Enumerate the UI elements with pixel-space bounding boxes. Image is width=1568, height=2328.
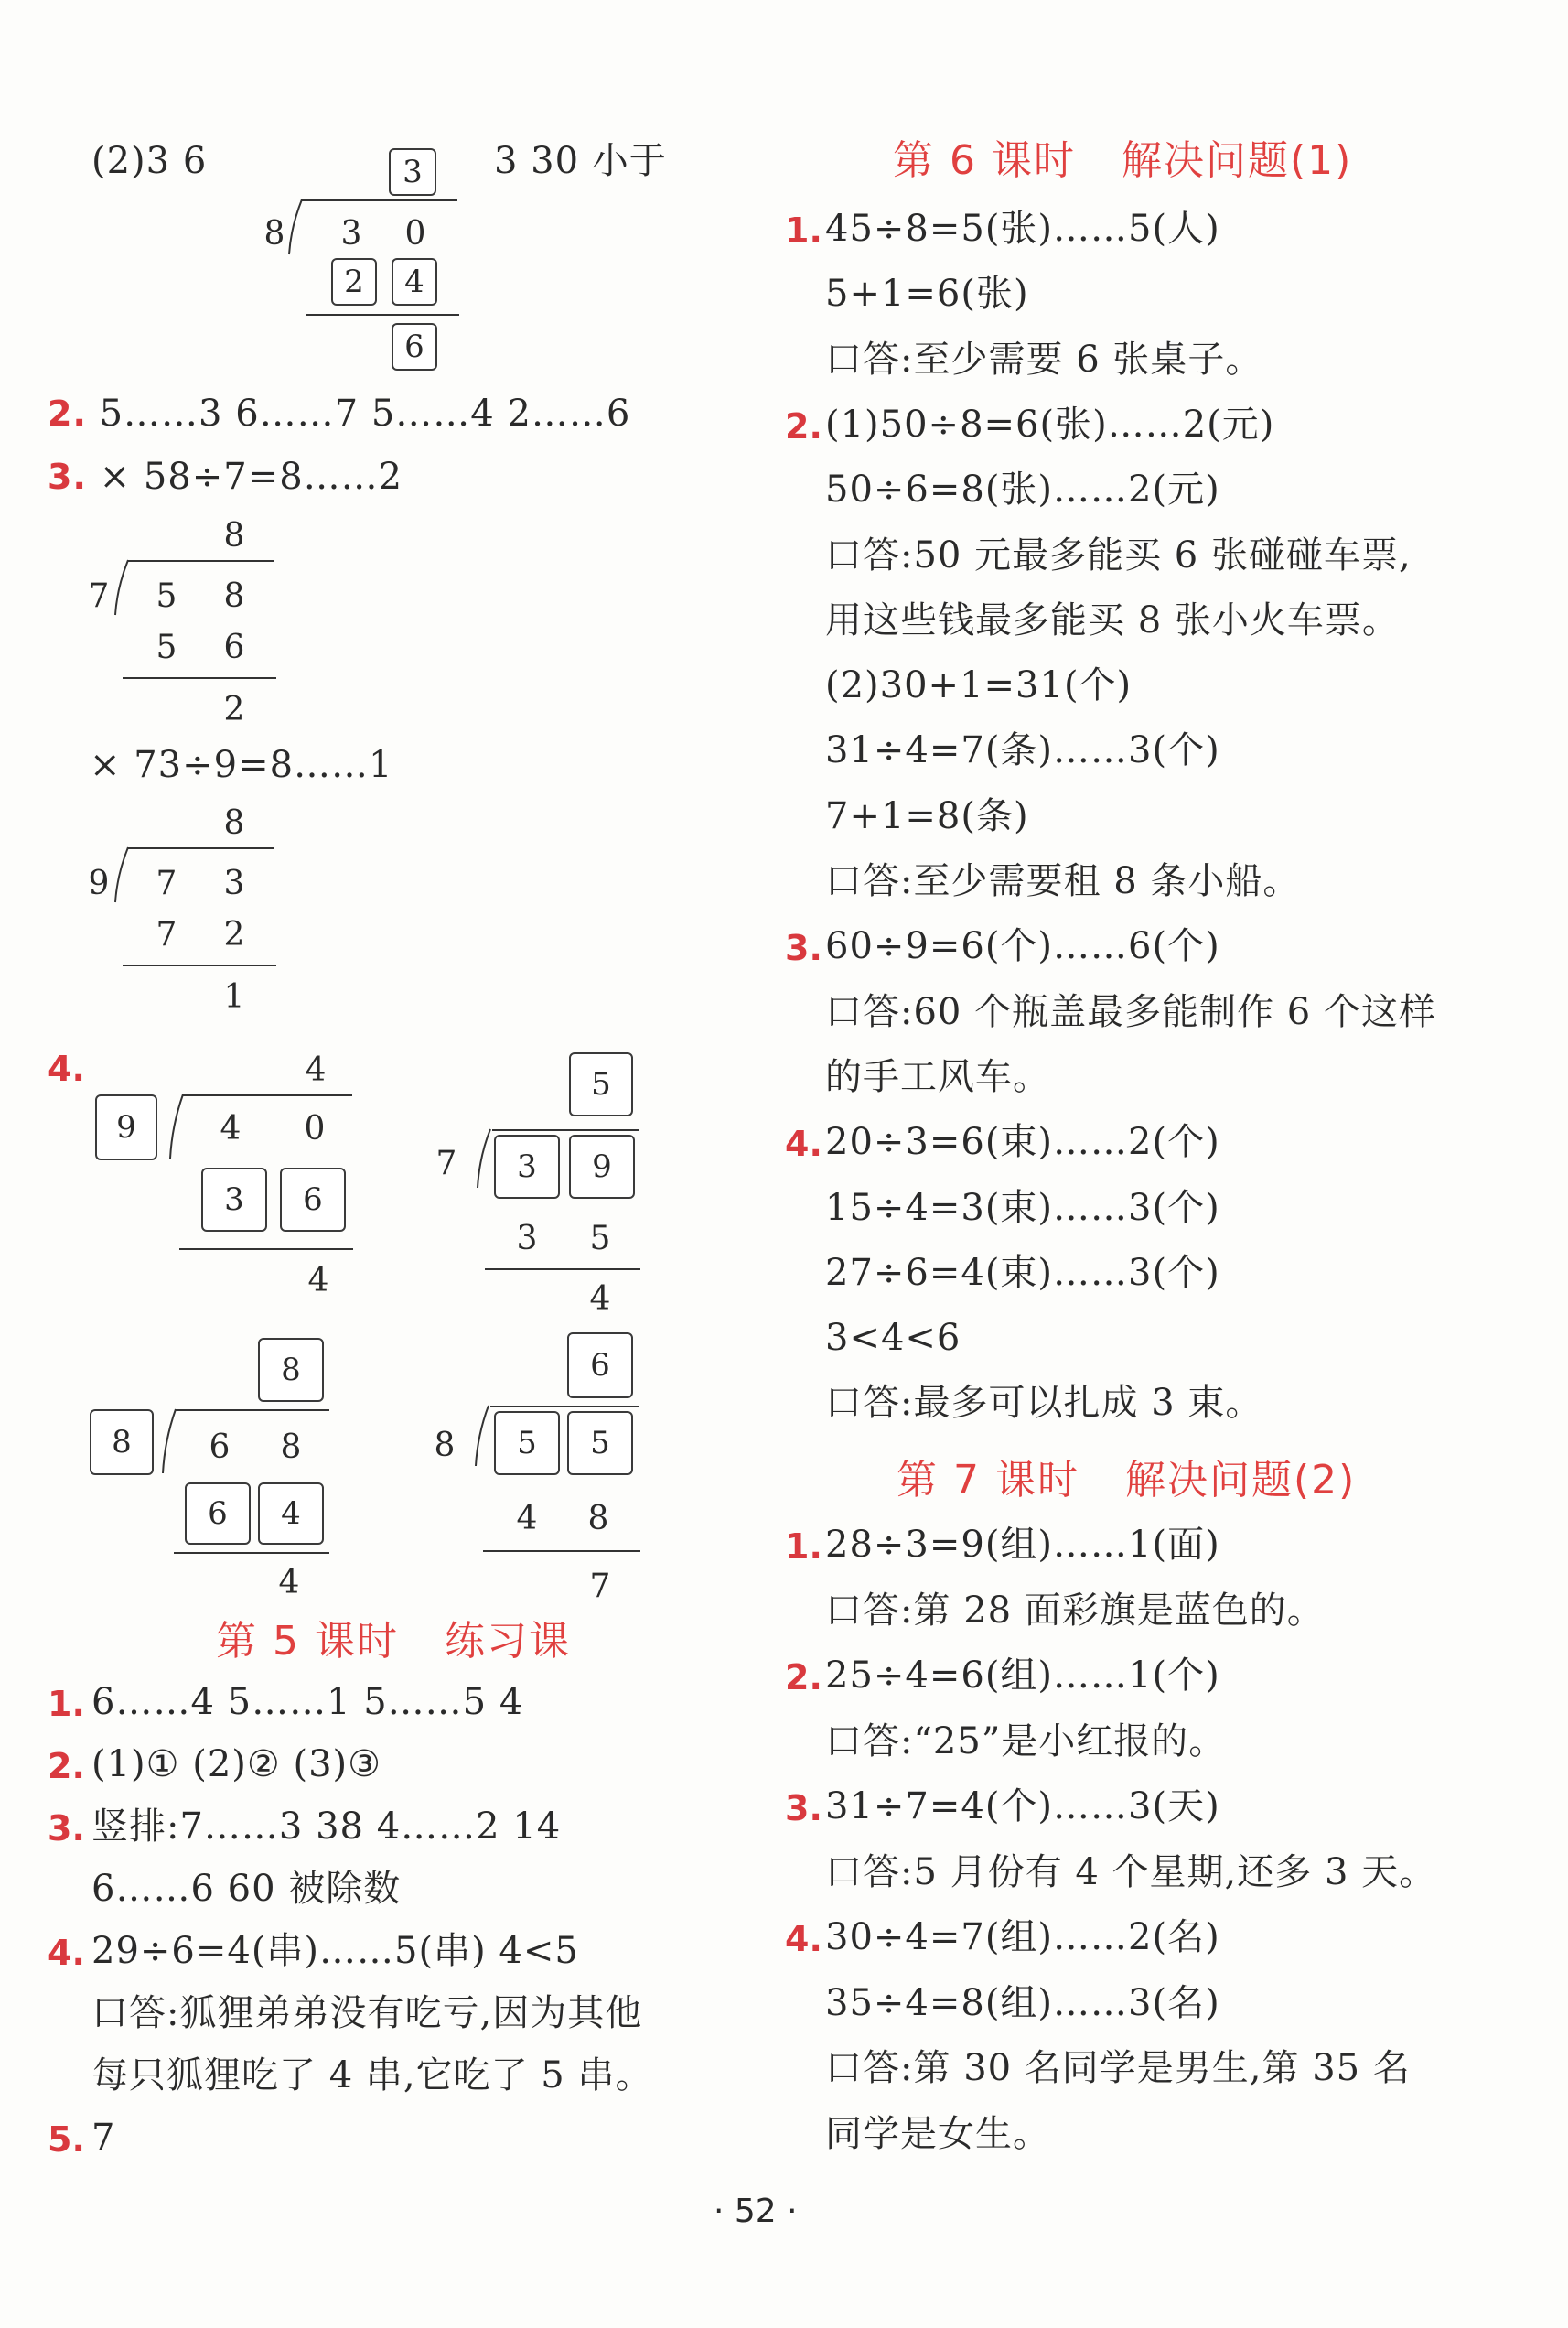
answer-line: 50÷6=8(张)……2(元) <box>825 469 1220 512</box>
answer-box: 3 <box>389 148 436 196</box>
answer-line: 同学是女生。 <box>825 2112 1050 2155</box>
answer-line: 口答:60 个瓶盖最多能制作 6 个这样 <box>825 990 1436 1033</box>
item2-top-text: (2)3 6 <box>91 140 208 182</box>
answer-box: 8 <box>258 1338 324 1402</box>
answer-box: 4 <box>258 1482 324 1545</box>
dividend-digit: 3 <box>340 215 362 253</box>
answer-box: 9 <box>569 1135 635 1199</box>
product-digit: 5 <box>156 629 177 666</box>
dividend-digit: 6 <box>209 1428 231 1466</box>
answer-line: 28÷3=9(组)……1(面) <box>825 1524 1220 1566</box>
answer-line: 口答:50 元最多能买 6 张碰碰车票, <box>825 534 1412 577</box>
divisor: 8 <box>434 1427 456 1464</box>
question-4-number: 4. <box>48 1049 85 1089</box>
answer-box: 5 <box>569 1052 633 1116</box>
answer-line: 7 <box>91 2117 116 2159</box>
quotient: 8 <box>223 804 245 842</box>
question-2: 2. 5……3 6……7 5……4 2……6 <box>48 393 631 435</box>
answer-line: (2)30+1=31(个) <box>825 664 1133 707</box>
question-number: 2. <box>785 405 822 447</box>
product-digit: 5 <box>589 1220 611 1257</box>
answer-line: 35÷4=8(组)……3(名) <box>825 1981 1220 2024</box>
remainder: 7 <box>589 1568 611 1605</box>
lesson-6-heading: 第 6 课时 解决问题(1) <box>893 137 1353 184</box>
answer-line: 竖排:7……3 38 4……2 14 <box>91 1805 562 1848</box>
answer-line: 用这些钱最多能买 8 张小火车票。 <box>825 598 1400 641</box>
answer-line: 31÷7=4(个)……3(天) <box>825 1785 1220 1827</box>
answer-line: 6……6 60 被除数 <box>91 1868 402 1910</box>
answer-box: 3 <box>201 1168 267 1232</box>
dividend-digit: 0 <box>304 1110 326 1148</box>
answer-line: 的手工风车。 <box>825 1055 1050 1098</box>
answer-box: 5 <box>567 1411 633 1475</box>
answer-line: (1)① (2)② (3)③ <box>91 1743 381 1785</box>
answer-line: 60÷9=6(个)……6(个) <box>825 925 1220 968</box>
divisor: 7 <box>435 1145 457 1182</box>
answer-line: 口答:狐狸弟弟没有吃亏,因为其他 <box>91 1992 643 2034</box>
dividend-digit: 5 <box>156 577 177 615</box>
dividend-digit: 8 <box>280 1428 302 1466</box>
remainder: 4 <box>589 1280 611 1318</box>
answer-line: 口答:5 月份有 4 个星期,还多 3 天。 <box>825 1850 1437 1893</box>
question-number: 3. <box>785 1788 822 1828</box>
product-digit: 3 <box>516 1220 538 1257</box>
question-number: 1. <box>785 210 822 251</box>
answer-line: 口答:“25”是小红报的。 <box>825 1719 1227 1762</box>
answer-box: 6 <box>567 1332 633 1398</box>
question-number: 4. <box>48 1933 85 1973</box>
answer-box: 6 <box>185 1482 251 1545</box>
answer-line: (1)50÷8=6(张)……2(元) <box>825 403 1275 446</box>
answer-line: 3<4<6 <box>825 1317 961 1360</box>
answer-line: 45÷8=5(张)……5(人) <box>825 208 1220 250</box>
quotient: 4 <box>305 1051 327 1089</box>
dividend-digit: 0 <box>404 215 426 253</box>
question-number: 1. <box>48 1684 85 1724</box>
divisor: 9 <box>88 865 110 902</box>
lesson-7-heading: 第 7 课时 解决问题(2) <box>897 1457 1357 1504</box>
dividend-digit: 4 <box>220 1110 242 1148</box>
answer-line: 7+1=8(条) <box>825 794 1029 837</box>
answer-line: 口答:至少需要租 8 条小船。 <box>825 860 1301 902</box>
question-number: 1. <box>785 1526 822 1567</box>
question-number: 3. <box>785 928 822 969</box>
product-digit: 8 <box>587 1500 609 1537</box>
answer-line: 29÷6=4(串)……5(串) 4<5 <box>91 1930 579 1972</box>
question-3: 3. × 58÷7=8……2 <box>48 456 403 498</box>
question-number: 2. <box>48 1746 85 1786</box>
product-digit: 2 <box>223 916 245 954</box>
question-number: 4. <box>785 1124 822 1165</box>
answer-box: 5 <box>494 1411 560 1475</box>
lesson-5-heading: 第 5 课时 练习课 <box>216 1618 571 1665</box>
remainder: 1 <box>223 978 245 1016</box>
answer-box: 8 <box>90 1409 154 1475</box>
answer-line: 口答:第 28 面彩旗是蓝色的。 <box>825 1589 1325 1632</box>
divisor: 7 <box>88 577 110 615</box>
answer-box: 6 <box>280 1168 346 1232</box>
answer-line: 31÷4=7(条)……3(个) <box>825 729 1220 772</box>
answer-line: 口答:最多可以扎成 3 束。 <box>825 1382 1263 1425</box>
question-number: 4. <box>785 1919 822 1959</box>
product-digit: 6 <box>223 629 245 666</box>
question-number: 2. <box>785 1657 822 1698</box>
item2-top-right-text: 3 30 小于 <box>494 140 667 182</box>
answer-box: 4 <box>392 258 437 306</box>
answer-line: 每只狐狸吃了 4 串,它吃了 5 串。 <box>91 2054 653 2096</box>
answer-line: 口答:第 30 名同学是男生,第 35 名 <box>825 2047 1411 2089</box>
answer-line: 15÷4=3(束)……3(个) <box>825 1186 1220 1229</box>
answer-box: 3 <box>494 1135 560 1199</box>
remainder: 4 <box>307 1262 329 1299</box>
answer-line: 25÷4=6(组)……1(个) <box>825 1654 1220 1697</box>
answer-line: 30÷4=7(组)……2(名) <box>825 1916 1220 1958</box>
product-digit: 7 <box>156 916 177 954</box>
answer-box: 6 <box>392 323 437 371</box>
product-digit: 4 <box>516 1500 538 1537</box>
divisor: 8 <box>263 215 285 253</box>
question-number: 5. <box>48 2119 85 2160</box>
remainder: 4 <box>278 1564 300 1601</box>
remainder: 2 <box>223 691 245 728</box>
answer-box: 9 <box>95 1094 157 1160</box>
answer-line: 5+1=6(张) <box>825 273 1029 316</box>
answer-line: 20÷3=6(束)……2(个) <box>825 1121 1220 1164</box>
question-3-part-2: × 73÷9=8……1 <box>90 744 393 786</box>
dividend-digit: 3 <box>223 865 245 902</box>
page-number: · 52 · <box>714 2193 798 2230</box>
question-number: 3. <box>48 1808 85 1848</box>
quotient: 8 <box>223 517 245 555</box>
answer-line: 6……4 5……1 5……5 4 <box>91 1681 524 1723</box>
answer-box: 2 <box>331 258 377 306</box>
answer-line: 27÷6=4(束)……3(个) <box>825 1251 1220 1294</box>
dividend-digit: 8 <box>223 577 245 615</box>
answer-line: 口答:至少需要 6 张桌子。 <box>825 338 1263 381</box>
dividend-digit: 7 <box>156 865 177 902</box>
